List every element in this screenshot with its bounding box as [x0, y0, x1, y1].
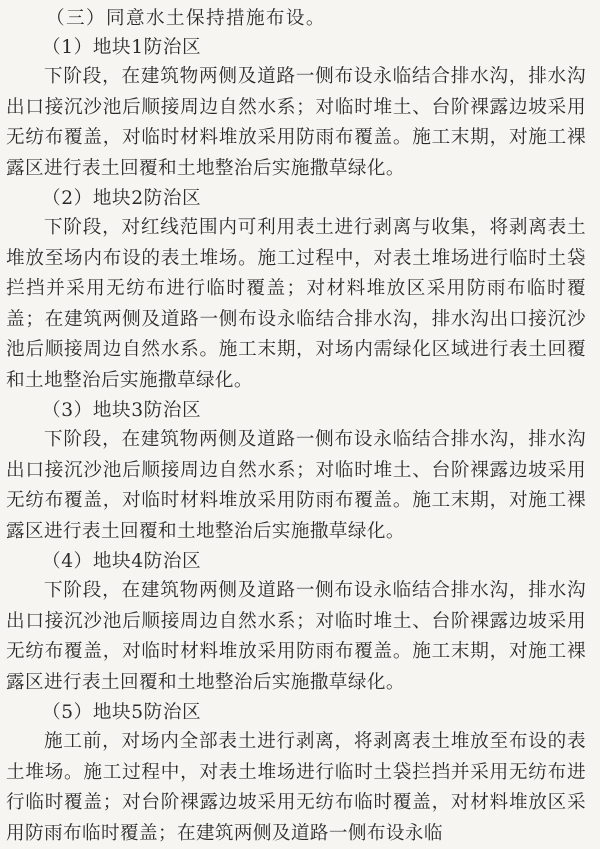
block-2-paragraph: 下阶段，对红线范围内可利用表土进行剥离与收集，将剥离表土堆放至场内布设的表土堆场。施工过程中，对表土堆场进行临时土袋拦挡并采用无纺布进行临时覆盖；对材料堆放区采用防雨布临时覆盖；在建筑两侧及道路一侧布设永临结合排水沟，排水沟出口接沉沙池后顺接周边自然水系。施工末期，对场内需绿化区域进行表土回覆和土地整治后实施撒草绿化。 — [6, 217, 586, 391]
block-3-paragraph: 下阶段，在建筑物两侧及道路一侧布设永临结合排水沟，排水沟出口接沉沙池后顺接周边自然水系；对临时堆土、台阶裸露边坡采用无纺布覆盖，对临时材料堆放采用防雨布覆盖。施工末期，对施工裸露区进行表土回覆和土地整治后实施撒草绿化。 — [6, 429, 586, 542]
block-4-heading: （4）地块4防治区 — [42, 551, 202, 572]
block-1-paragraph: 下阶段，在建筑物两侧及道路一侧布设永临结合排水沟，排水沟出口接沉沙池后顺接周边自然水系；对临时堆土、台阶裸露边坡采用无纺布覆盖，对临时材料堆放采用防雨布覆盖。施工末期，对施工裸露区进行表土回覆和土地整治后实施撒草绿化。 — [6, 66, 586, 179]
block-1-heading: （1）地块1防治区 — [42, 37, 202, 58]
block-5-paragraph: 施工前，对场内全部表土进行剥离，将剥离表土堆放至布设的表土堆场。施工过程中，对表土堆场进行临时土袋拦挡并采用无纺布进行临时覆盖；对台阶裸露边坡采用无纺布临时覆盖，对材料堆放区采用防雨布临时覆盖；在建筑两侧及道路一侧布设永临 — [6, 731, 586, 844]
section-title: （三）同意水土保持措施布设。 — [46, 8, 326, 29]
block-3-heading: （3）地块3防治区 — [42, 400, 202, 421]
block-4-paragraph: 下阶段，在建筑物两侧及道路一侧布设永临结合排水沟，排水沟出口接沉沙池后顺接周边自然水系；对临时堆土、台阶裸露边坡采用无纺布覆盖，对临时材料堆放采用防雨布覆盖。施工末期，对施工裸露区进行表土回覆和土地整治后实施撒草绿化。 — [6, 580, 586, 693]
block-2-heading: （2）地块2防治区 — [42, 188, 202, 209]
block-5-heading: （5）地块5防治区 — [42, 702, 202, 723]
